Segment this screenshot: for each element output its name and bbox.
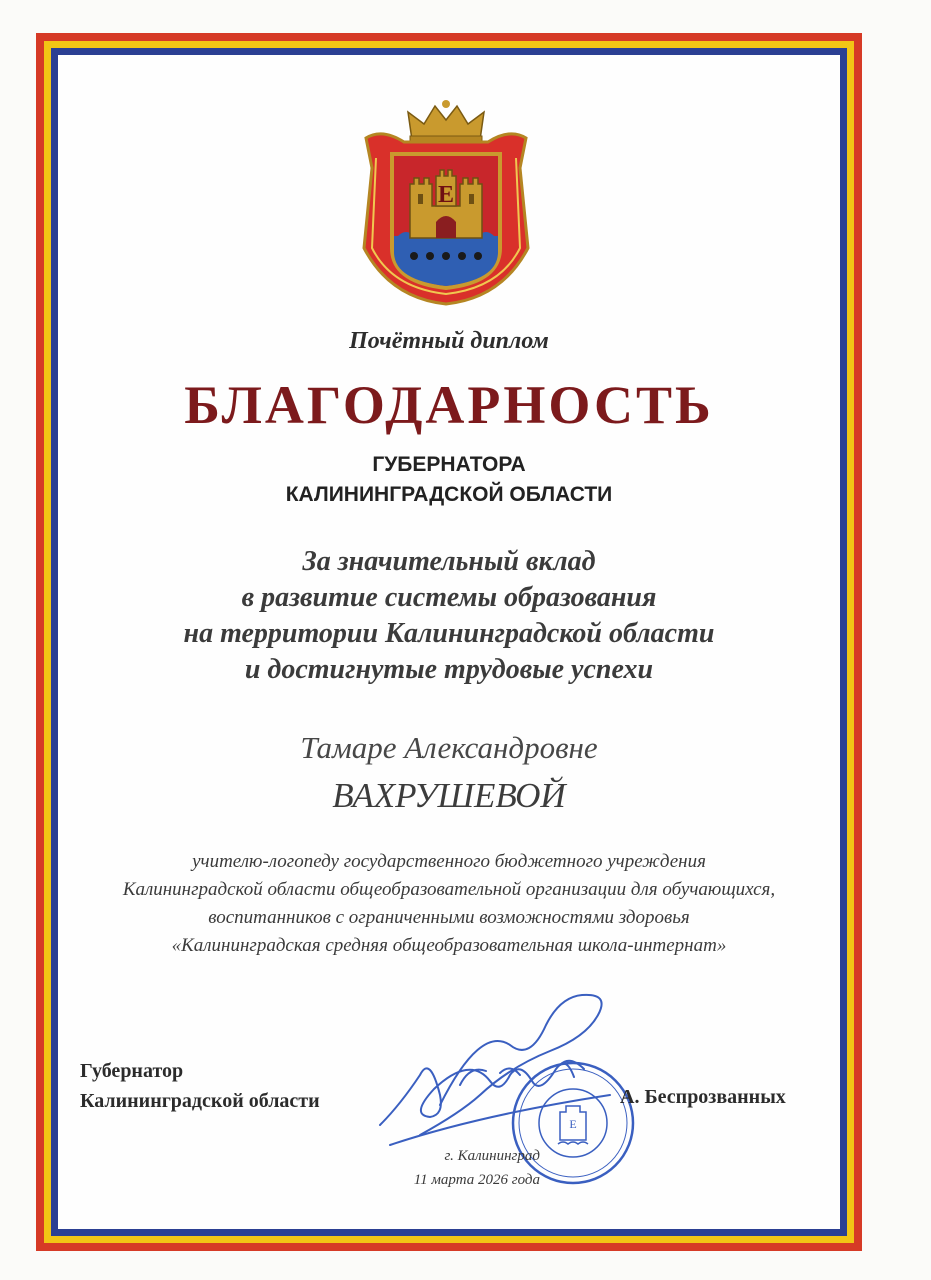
reason-line: За значительный вклад (302, 546, 596, 577)
place-text: г. Калининград (444, 1148, 540, 1164)
issuer-line: КАЛИНИНГРАДСКОЙ ОБЛАСТИ (285, 483, 613, 506)
recipient-position (60, 848, 838, 960)
reason-line: на территории Калининградской области (183, 618, 715, 649)
reason-text (60, 544, 838, 688)
signatory-title (80, 1056, 320, 1116)
position-line: Калининградской области общеобразовательной организации для обучающихся, (122, 879, 776, 900)
reason-line: в развитие системы образования (241, 582, 657, 613)
recipient-last-name: ВАХРУШЕВОЙ (332, 776, 566, 815)
diploma-subtitle: Почётный диплом (349, 328, 549, 354)
signatory-name: А. Беспрозванных (620, 1086, 786, 1108)
position-line: учителю-логопеду государственного бюджетного учреждения (192, 851, 706, 872)
recipient-first-name: Тамаре Александровне (300, 730, 598, 765)
issuer-line: ГУБЕРНАТОРА (372, 453, 526, 476)
issuer-block (60, 450, 838, 510)
svg-text:Е: Е (437, 182, 455, 208)
diploma-title: БЛАГОДАРНОСТЬ (184, 375, 714, 435)
position-line: воспитанников с ограниченными возможностями здоровья (208, 907, 690, 928)
place-and-date (360, 1144, 540, 1192)
signatory-title-line: Губернатор (80, 1060, 184, 1082)
date-text: 11 марта 2026 года (413, 1172, 540, 1188)
position-line: «Калининградская средняя общеобразовательная школа-интернат» (171, 935, 727, 956)
svg-text:Е: Е (569, 1117, 577, 1131)
coat-of-arms-icon (352, 98, 540, 308)
signatory-title-line: Калининградской области (80, 1090, 320, 1112)
reason-line: и достигнутые трудовые успехи (244, 654, 654, 685)
